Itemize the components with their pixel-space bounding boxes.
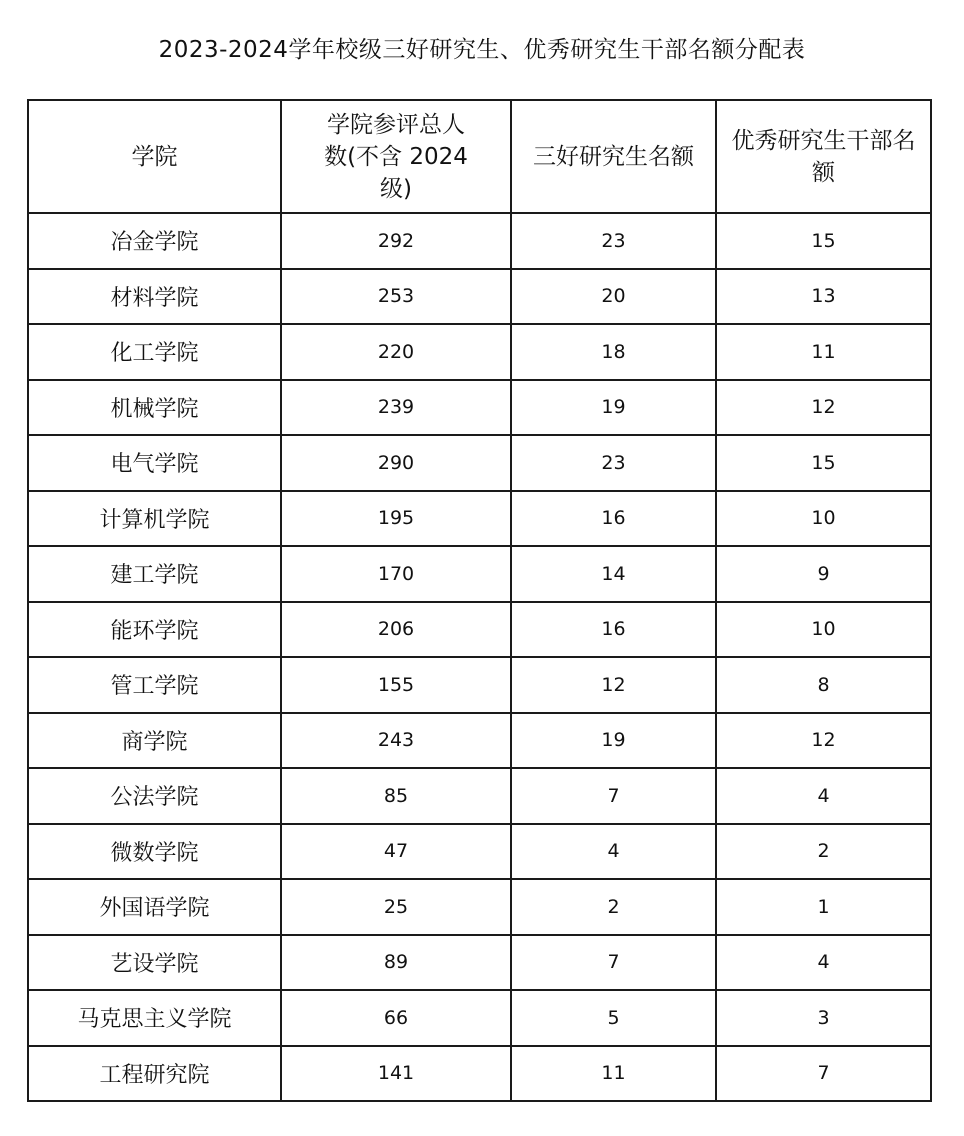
cell-cadre: 12: [716, 713, 931, 769]
cell-total: 220: [281, 324, 511, 380]
cell-total: 243: [281, 713, 511, 769]
cell-cadre: 12: [716, 380, 931, 436]
cell-college: 电气学院: [28, 435, 281, 491]
cell-total: 66: [281, 990, 511, 1046]
allocation-table: [27, 99, 932, 1102]
cell-total: 141: [281, 1046, 511, 1102]
table-row: [28, 990, 931, 1046]
cell-sanhao: 18: [511, 324, 716, 380]
cell-sanhao: 12: [511, 657, 716, 713]
cell-sanhao: 20: [511, 269, 716, 325]
cell-college: 商学院: [28, 713, 281, 769]
cell-college: 马克思主义学院: [28, 990, 281, 1046]
cell-sanhao: 2: [511, 879, 716, 935]
table-row: [28, 768, 931, 824]
cell-cadre: 13: [716, 269, 931, 325]
cell-cadre: 7: [716, 1046, 931, 1102]
cell-college: 能环学院: [28, 602, 281, 658]
table-row: [28, 269, 931, 325]
table-row: [28, 1046, 931, 1102]
cell-cadre: 1: [716, 879, 931, 935]
table-row: [28, 657, 931, 713]
cell-college: 公法学院: [28, 768, 281, 824]
table-row: [28, 380, 931, 436]
cell-college: 计算机学院: [28, 491, 281, 547]
cell-cadre: 3: [716, 990, 931, 1046]
cell-total: 195: [281, 491, 511, 547]
table-row: [28, 879, 931, 935]
table-row: [28, 213, 931, 269]
cell-sanhao: 14: [511, 546, 716, 602]
cell-cadre: 9: [716, 546, 931, 602]
cell-cadre: 4: [716, 935, 931, 991]
table-header-row: [28, 100, 931, 213]
cell-sanhao: 23: [511, 213, 716, 269]
cell-sanhao: 11: [511, 1046, 716, 1102]
cell-college: 建工学院: [28, 546, 281, 602]
cell-total: 155: [281, 657, 511, 713]
cell-total: 290: [281, 435, 511, 491]
cell-sanhao: 4: [511, 824, 716, 880]
cell-sanhao: 16: [511, 602, 716, 658]
table-row: [28, 602, 931, 658]
table-row: [28, 324, 931, 380]
cell-college: 外国语学院: [28, 879, 281, 935]
cell-college: 材料学院: [28, 269, 281, 325]
cell-total: 47: [281, 824, 511, 880]
table-row: [28, 935, 931, 991]
cell-cadre: 10: [716, 491, 931, 547]
table-row: [28, 491, 931, 547]
page-title: 2023-2024学年校级三好研究生、优秀研究生干部名额分配表: [158, 37, 806, 63]
cell-sanhao: 5: [511, 990, 716, 1046]
header-sanhao: 三好研究生名额: [511, 100, 716, 213]
cell-total: 239: [281, 380, 511, 436]
cell-total: 85: [281, 768, 511, 824]
table-row: [28, 824, 931, 880]
cell-total: 170: [281, 546, 511, 602]
cell-cadre: 10: [716, 602, 931, 658]
cell-sanhao: 23: [511, 435, 716, 491]
cell-college: 化工学院: [28, 324, 281, 380]
cell-total: 206: [281, 602, 511, 658]
cell-college: 管工学院: [28, 657, 281, 713]
cell-sanhao: 19: [511, 380, 716, 436]
cell-cadre: 15: [716, 435, 931, 491]
table-row: [28, 435, 931, 491]
cell-sanhao: 16: [511, 491, 716, 547]
cell-cadre: 2: [716, 824, 931, 880]
cell-college: 工程研究院: [28, 1046, 281, 1102]
cell-cadre: 8: [716, 657, 931, 713]
cell-total: 25: [281, 879, 511, 935]
cell-college: 机械学院: [28, 380, 281, 436]
cell-total: 292: [281, 213, 511, 269]
cell-cadre: 4: [716, 768, 931, 824]
cell-cadre: 11: [716, 324, 931, 380]
cell-sanhao: 7: [511, 935, 716, 991]
table-row: [28, 546, 931, 602]
cell-total: 253: [281, 269, 511, 325]
header-college: 学院: [28, 100, 281, 213]
header-total: 学院参评总人数(不含 2024级): [281, 100, 511, 213]
cell-cadre: 15: [716, 213, 931, 269]
cell-sanhao: 7: [511, 768, 716, 824]
cell-total: 89: [281, 935, 511, 991]
header-cadre: 优秀研究生干部名额: [716, 100, 931, 213]
table-row: [28, 713, 931, 769]
cell-college: 微数学院: [28, 824, 281, 880]
cell-college: 冶金学院: [28, 213, 281, 269]
cell-sanhao: 19: [511, 713, 716, 769]
cell-college: 艺设学院: [28, 935, 281, 991]
